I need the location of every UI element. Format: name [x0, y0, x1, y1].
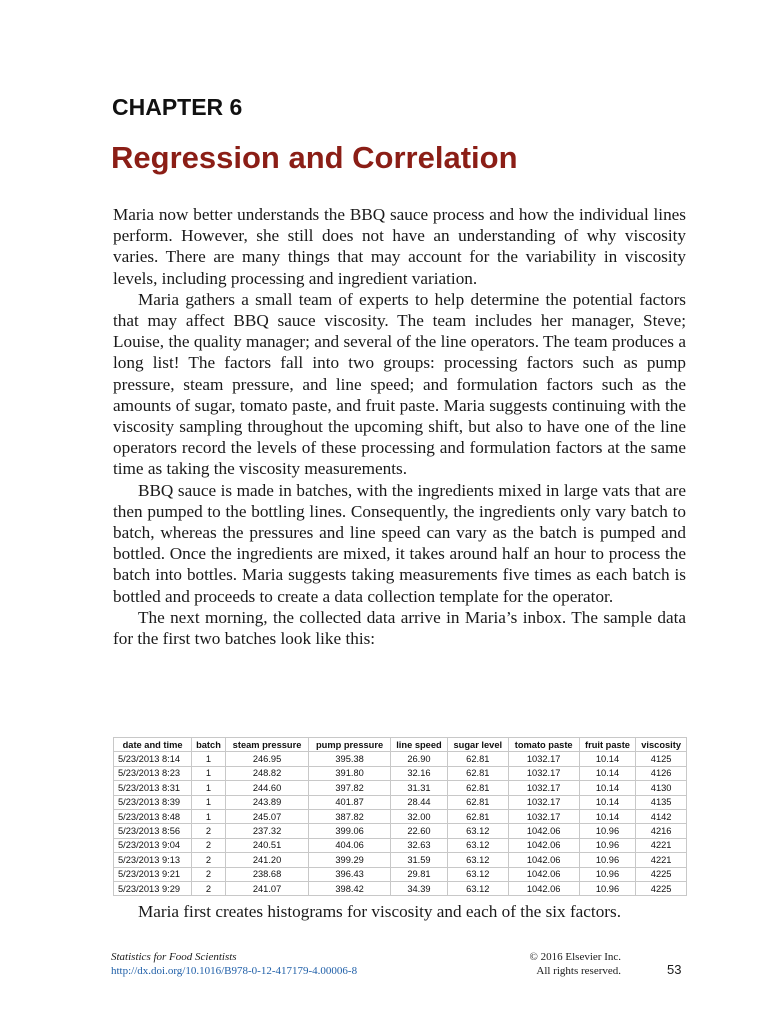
table-row — [114, 838, 687, 852]
table-cell: 5/23/2013 9:13 — [114, 853, 192, 867]
table-cell: 10.96 — [579, 838, 636, 852]
table-cell: 2 — [192, 881, 226, 895]
table-cell: 31.59 — [390, 853, 447, 867]
table-cell: 28.44 — [390, 795, 447, 809]
table-header-row — [114, 738, 687, 752]
table-cell: 238.68 — [225, 867, 308, 881]
table-cell: 10.14 — [579, 766, 636, 780]
table-cell: 1032.17 — [508, 766, 579, 780]
table-cell: 4142 — [636, 809, 687, 823]
journal-title: Statistics for Food Scientists — [111, 951, 237, 963]
table-row — [114, 752, 687, 766]
table-row — [114, 781, 687, 795]
chapter-label: CHAPTER 6 — [112, 94, 243, 120]
table-cell: 1032.17 — [508, 752, 579, 766]
table-row — [114, 766, 687, 780]
column-header: date and time — [114, 738, 192, 752]
table-cell: 63.12 — [448, 853, 509, 867]
paragraph: The next morning, the collected data arrive in Maria’s inbox. The sample data for the first two batches look like this: — [113, 607, 686, 649]
table-cell: 401.87 — [309, 795, 391, 809]
table-cell: 10.96 — [579, 824, 636, 838]
table-cell: 26.90 — [390, 752, 447, 766]
table-cell: 5/23/2013 8:39 — [114, 795, 192, 809]
table-cell: 1042.06 — [508, 867, 579, 881]
table-cell: 1032.17 — [508, 809, 579, 823]
table-cell: 62.81 — [448, 766, 509, 780]
column-header: batch — [192, 738, 226, 752]
column-header: fruit paste — [579, 738, 636, 752]
table-cell: 1042.06 — [508, 824, 579, 838]
table-cell: 1042.06 — [508, 881, 579, 895]
table-cell: 2 — [192, 838, 226, 852]
copyright: © 2016 Elsevier Inc. — [529, 951, 621, 963]
table-cell: 63.12 — [448, 881, 509, 895]
table-cell: 32.00 — [390, 809, 447, 823]
table-cell: 5/23/2013 9:29 — [114, 881, 192, 895]
table-cell: 387.82 — [309, 809, 391, 823]
table-cell: 62.81 — [448, 795, 509, 809]
table-cell: 398.42 — [309, 881, 391, 895]
table-cell: 5/23/2013 8:56 — [114, 824, 192, 838]
table-cell: 4221 — [636, 853, 687, 867]
table-cell: 62.81 — [448, 809, 509, 823]
page-number: 53 — [667, 962, 682, 977]
table-cell: 10.14 — [579, 795, 636, 809]
table-body — [114, 752, 687, 896]
table-cell: 1 — [192, 766, 226, 780]
paragraph: Maria gathers a small team of experts to help determine the potential factors that may affect BBQ sauce viscosity. The team includes her manager, Steve; Louise, the quality manager; and several of the line operators. The team produces a long list! The factors fall into two groups: processing factors such as pump pressure, steam pressure, and line speed; and formulation factors such as the amounts of sugar, tomato paste, and fruit paste. Maria suggests continuing with the viscosity sampling throughout the upcoming shift, but also to have one of the line operators record the levels of these processing and formulation factors at the same time as taking the viscosity measurements. — [113, 289, 686, 479]
table-row — [114, 795, 687, 809]
table-cell: 1 — [192, 809, 226, 823]
table-cell: 34.39 — [390, 881, 447, 895]
column-header: pump pressure — [309, 738, 391, 752]
column-header: viscosity — [636, 738, 687, 752]
table-cell: 10.96 — [579, 867, 636, 881]
table-cell: 1 — [192, 795, 226, 809]
table-cell: 237.32 — [225, 824, 308, 838]
table-cell: 1042.06 — [508, 838, 579, 852]
table-cell: 4125 — [636, 752, 687, 766]
table-cell: 2 — [192, 867, 226, 881]
table-cell: 241.07 — [225, 881, 308, 895]
paragraph: Maria now better understands the BBQ sauce process and how the individual lines perform. However, she still does not have an understanding of why viscosity varies. There are many things that may account for the variability in viscosity levels, including processing and ingredient variation. — [113, 205, 686, 288]
table-cell: 1042.06 — [508, 853, 579, 867]
table-cell: 31.31 — [390, 781, 447, 795]
table-cell: 5/23/2013 8:31 — [114, 781, 192, 795]
table-cell: 5/23/2013 8:23 — [114, 766, 192, 780]
table-cell: 62.81 — [448, 752, 509, 766]
table-cell: 5/23/2013 8:48 — [114, 809, 192, 823]
closing-paragraph: Maria first creates histograms for viscosity and each of the six factors. — [138, 902, 622, 921]
table-row — [114, 853, 687, 867]
paragraph: BBQ sauce is made in batches, with the ingredients mixed in large vats that are then pumped to the bottling lines. Consequently, the ingredients only vary batch to batch, whereas the pressures and line speed can vary as the batch is pumped and bottled. Once the ingredients are mixed, it takes around half an hour to process the batch into bottles. Maria suggests taking measurements five times as each batch is bottled and proceeds to create a data collection template for the operator. — [113, 480, 686, 606]
table-cell: 62.81 — [448, 781, 509, 795]
table-cell: 1032.17 — [508, 795, 579, 809]
table-cell: 1 — [192, 752, 226, 766]
table-cell: 5/23/2013 9:21 — [114, 867, 192, 881]
footer-right — [505, 950, 621, 978]
table-cell: 2 — [192, 824, 226, 838]
table-cell: 4126 — [636, 766, 687, 780]
table-cell: 32.63 — [390, 838, 447, 852]
column-header: steam pressure — [225, 738, 308, 752]
doi-link[interactable]: http://dx.doi.org/10.1016/B978-0-12-417179-4.00006-8 — [111, 965, 358, 977]
table-cell: 22.60 — [390, 824, 447, 838]
table-row — [114, 824, 687, 838]
table-cell: 63.12 — [448, 838, 509, 852]
table-cell: 1 — [192, 781, 226, 795]
table-cell: 399.06 — [309, 824, 391, 838]
rights: All rights reserved. — [536, 965, 621, 977]
table-row — [114, 867, 687, 881]
table-cell: 29.81 — [390, 867, 447, 881]
table-cell: 396.43 — [309, 867, 391, 881]
table-cell: 32.16 — [390, 766, 447, 780]
table-cell: 10.14 — [579, 809, 636, 823]
table-cell: 4225 — [636, 867, 687, 881]
table-cell: 2 — [192, 853, 226, 867]
table-cell: 10.14 — [579, 752, 636, 766]
table-cell: 391.80 — [309, 766, 391, 780]
table-cell: 10.96 — [579, 853, 636, 867]
table-cell: 5/23/2013 9:04 — [114, 838, 192, 852]
column-header: tomato paste — [508, 738, 579, 752]
table-cell: 243.89 — [225, 795, 308, 809]
table-cell: 5/23/2013 8:14 — [114, 752, 192, 766]
column-header: sugar level — [448, 738, 509, 752]
table-cell: 399.29 — [309, 853, 391, 867]
table-cell: 397.82 — [309, 781, 391, 795]
table-cell: 240.51 — [225, 838, 308, 852]
table-cell: 246.95 — [225, 752, 308, 766]
table-row — [114, 809, 687, 823]
table-cell: 63.12 — [448, 867, 509, 881]
table-cell: 4225 — [636, 881, 687, 895]
table-cell: 1032.17 — [508, 781, 579, 795]
chapter-title: Regression and Correlation — [111, 140, 518, 175]
footer-left — [111, 950, 357, 978]
body-text — [113, 204, 686, 649]
table-cell: 244.60 — [225, 781, 308, 795]
table-cell: 395.38 — [309, 752, 391, 766]
table-cell: 63.12 — [448, 824, 509, 838]
table-cell: 404.06 — [309, 838, 391, 852]
table-row — [114, 881, 687, 895]
table-cell: 4130 — [636, 781, 687, 795]
table-cell: 4216 — [636, 824, 687, 838]
table-cell: 10.96 — [579, 881, 636, 895]
table-cell: 4221 — [636, 838, 687, 852]
table-cell: 4135 — [636, 795, 687, 809]
data-table — [113, 737, 687, 896]
table-cell: 241.20 — [225, 853, 308, 867]
column-header: line speed — [390, 738, 447, 752]
table-cell: 245.07 — [225, 809, 308, 823]
table-cell: 248.82 — [225, 766, 308, 780]
table-cell: 10.14 — [579, 781, 636, 795]
